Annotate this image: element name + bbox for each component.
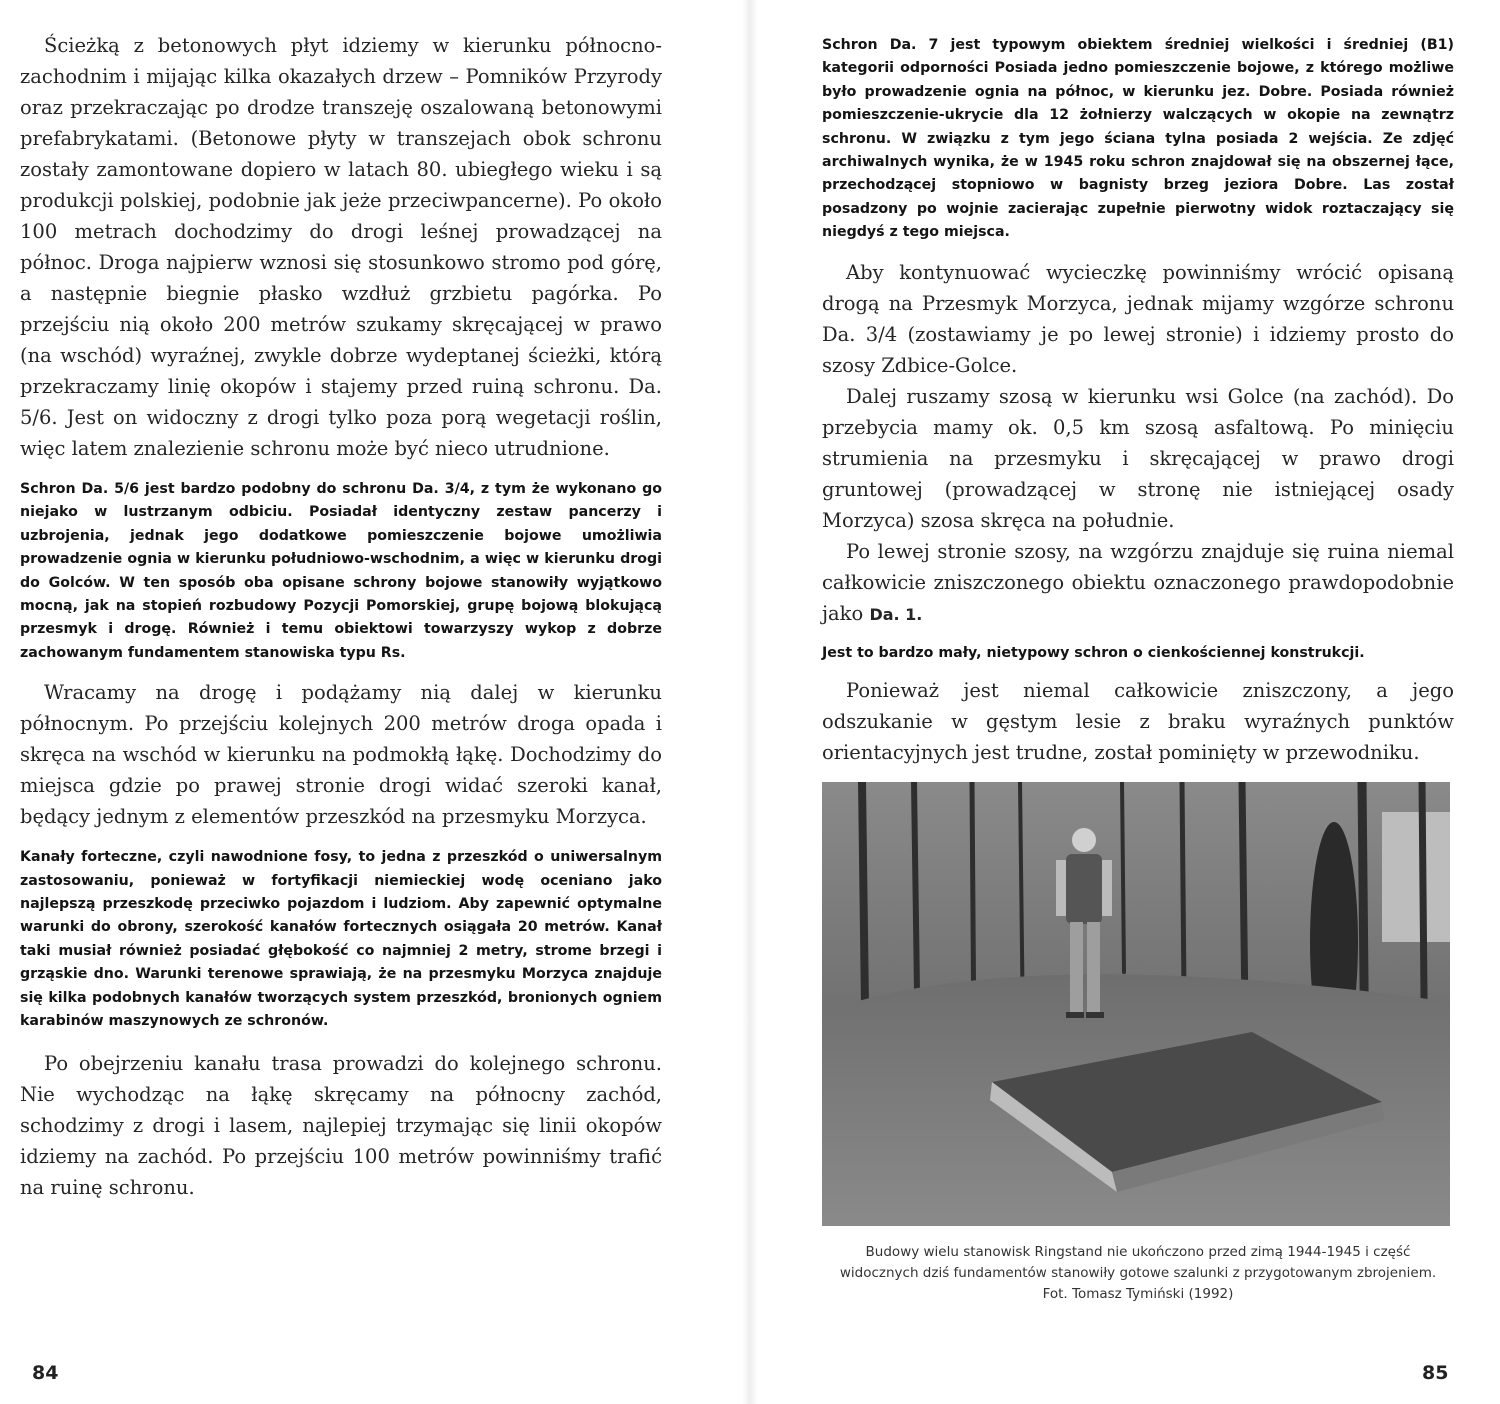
- paragraph: Po obejrzeniu kanału trasa prowadzi do kolejnego schronu. Nie wychodząc na łąkę skręcamy na północny zachód, schodzimy z drogi i lasem, najlepiej trzymając się linii okopów idziemy na zachód. Po przejściu 100 metrów powinniśmy trafić na ruinę schronu.: [20, 1051, 662, 1199]
- paragraph: Aby kontynuować wycieczkę powinniśmy wrócić opisaną drogą na Przesmyk Morzyca, jednak mijamy wzgórze schronu Da. 3/4 (zostawiamy je po lewej stronie) i idziemy prosto do szosy Zdbice-Golce.: [822, 260, 1454, 377]
- page-number: 84: [32, 1362, 59, 1384]
- paragraph: Ścieżką z betonowych płyt idziemy w kierunku północno- zachodnim i mijając kilka okazałych drzew – Pomników Przyrody oraz przekraczając po drodze transzeję oszalowaną betonowymi prefabrykatami. (Betonowe płyty w transzejach obok schronu zostały zamontowane dopiero w latach 80. ubiegłego wieku i są produkcji polskiej, podobnie jak jeże przeciwpancerne). Po około 100 metrach dochodzimy do drogi leśnej prowadzącej na północ. Droga najpierw wznosi się stosunkowo stromo pod górę, a następnie biegnie płasko wzdłuż grzbietu pagórka. Po przejściu nią około 200 metrów szukamy skręcającej w prawo (na wschód) wyraźnej, zwykle dobrze wydeptanej ścieżki, którą przekraczamy linię okopów i stajemy przed ruiną schronu. Da. 5/6. Jest on widoczny z drogi tylko poza porą wegetacji roślin, więc latem znalezienie schronu może być nieco utrudnione.: [20, 34, 662, 460]
- photo-light-area: [1382, 812, 1450, 942]
- paragraph: Dalej ruszamy szosą w kierunku wsi Golce (na zachód). Do przebycia mamy ok. 0,5 km szosą asfaltową. Po minięciu strumienia na przesmyku i skręcającej w prawo drogi gruntowej (prowadzącej w stronę nie istniejącej osady Morzyca) szosa skręca na południe.: [822, 384, 1454, 532]
- page-number: 85: [1422, 1362, 1449, 1384]
- info-box: Kanały forteczne, czyli nawodnione fosy, to jedna z przeszkód o uniwersalnym zastosowaniu, ponieważ w fortyfikacji niemieckiej wodę oceniano jako najlepszą przeszkodę przeciwko pojazdom i ludziom. Aby zapewnić optymalne warunki do obrony, szerokość kanałów fortecznych osiągała 20 metrów. Kanał taki musiał również posiadać głębokość co najmniej 2 metry, strome brzegi i grząskie dno. Warunki terenowe sprawiają, że na przesmyku Morzyca znajduje się kilka podobnych kanałów tworzących system przeszkód, bronionych ogniem karabinów maszynowych ze schronów.: [20, 849, 662, 1030]
- right-column: [822, 30, 1454, 1305]
- paragraph: Wracamy na drogę i podążamy nią dalej w kierunku północnym. Po przejściu kolejnych 200 metrów droga opada i skręca na wschód w kierunku na podmokłą łąkę. Dochodzimy do miejsca gdzie po prawej stronie drogi widać szeroki kanał, będący jednym z elementów przeszkód na przesmyku Morzyca.: [20, 681, 662, 829]
- info-box: Schron Da. 7 jest typowym obiektem średniej wielkości i średniej (B1) kategorii odporności Posiada jedno pomieszczenie bojowe, z którego możliwe było prowadzenie ognia na północ, w kierunku jez. Dobre. Posiada również pomieszczenie-ukrycie dla 12 żołnierzy walczących w okopie na zewnątrz schronu. W związku z tym jego ściana tylna posiada 2 wejścia. Ze zdjęć archiwalnych wynika, że w 1945 roku schron znajdował się na obszernej łące, przechodzącej stopniowo w bagnisty brzeg jeziora Dobre. Las został posadzony po wojnie zacierając zupełnie pierwotny widok roztaczający się niegdyś z tego miejsca.: [822, 37, 1454, 241]
- paragraph: Ponieważ jest niemal całkowicie zniszczony, a jego odszukanie w gęstym lesie z braku wyraźnych punktów orientacyjnych jest trudne, został pominięty w przewodniku.: [822, 679, 1454, 765]
- paragraph-text: Po lewej stronie szosy, na wzgórzu znajduje się ruina niemal całkowicie zniszczonego obiektu oznaczonego prawdopodobnie jako: [822, 539, 1454, 625]
- bunker-label: Da. 1.: [869, 604, 923, 624]
- photo-illustration: [822, 782, 1450, 1226]
- info-box: Jest to bardzo mały, nietypowy schron o cienkościennej konstrukcji.: [822, 644, 1365, 661]
- info-box: Schron Da. 5/6 jest bardzo podobny do schronu Da. 3/4, z tym że wykonano go niejako w lustrzanym odbiciu. Posiadał identyczny zestaw pancerzy i uzbrojenia, jednak jego dodatkowe pomieszczenie bojowe umożliwia prowadzenie ognia w kierunku południowo-wschodnim, a więc w kierunku drogi do Golców. W ten sposób oba opisane schrony bojowe stanowiły wyjątkowo mocną, jak na stopień rozbudowy Pozycji Pomorskiej, grupę bojową blokującą przesmyk i drogę. Również i temu obiektowi towarzyszy wykop z dobrze zachowanym fundamentem stanowiska typu Rs.: [20, 481, 662, 661]
- photo-caption: Budowy wielu stanowisk Ringstand nie ukończono przed zimą 1944-1945 i część widocznych dziś fundamentów stanowiły gotowe szalunki z przygotowanym zbrojeniem. Fot. Tomasz Tymiński (1992): [839, 1244, 1437, 1303]
- paragraph: [822, 536, 1454, 630]
- left-column: [20, 30, 662, 1203]
- page-right: [750, 0, 1500, 1404]
- forest-bunker-photo: [822, 782, 1450, 1226]
